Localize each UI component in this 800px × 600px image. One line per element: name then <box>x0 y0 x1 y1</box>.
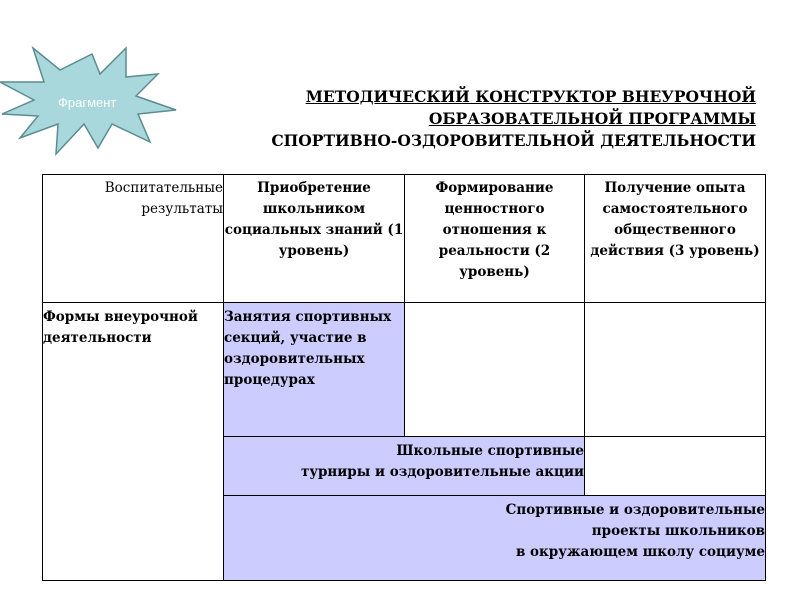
title-line-2: ОБРАЗОВАТЕЛЬНОЙ ПРОГРАММЫ <box>428 109 756 128</box>
activity-level-3-line-3: в окружающем школу социуме <box>515 544 765 560</box>
empty-cell-level-2 <box>405 303 585 437</box>
activity-level-3-line-2: проекты школьников <box>591 523 765 539</box>
activity-level-2-line-1: Школьные спортивные <box>396 443 584 459</box>
title-line-1: МЕТОДИЧЕСКИЙ КОНСТРУКТОР ВНЕУРОЧНОЙ <box>305 87 756 106</box>
header-results: Воспитательные результаты <box>43 175 224 303</box>
page-title <box>216 86 756 152</box>
activity-level-2-line-2: турниры и оздоровительные акции <box>300 464 584 480</box>
activity-row-1 <box>43 303 766 437</box>
activity-level-2 <box>224 437 585 496</box>
activity-level-3 <box>224 496 766 581</box>
activity-level-3-line-1: Спортивные и оздоровительные <box>505 502 765 518</box>
header-level-1: Приобретение школьником социальных знаний (1 уровень) <box>224 175 405 303</box>
row-label-forms: Формы внеурочной деятельности <box>43 303 224 581</box>
header-row <box>43 175 766 303</box>
fragment-badge-label: Фрагмент <box>58 95 117 110</box>
header-level-2: Формирование ценностного отношения к реальности (2 уровень) <box>405 175 585 303</box>
constructor-table <box>42 174 766 581</box>
empty-cell-row2-level-3 <box>585 437 766 496</box>
header-level-3: Получение опыта самостоятельного общественного действия (3 уровень) <box>585 175 766 303</box>
activity-level-1: Занятия спортивных секций, участие в оздоровительных процедурах <box>224 303 405 437</box>
empty-cell-level-3 <box>585 303 766 437</box>
title-line-3: СПОРТИВНО-ОЗДОРОВИТЕЛЬНОЙ ДЕЯТЕЛЬНОСТИ <box>271 131 756 150</box>
